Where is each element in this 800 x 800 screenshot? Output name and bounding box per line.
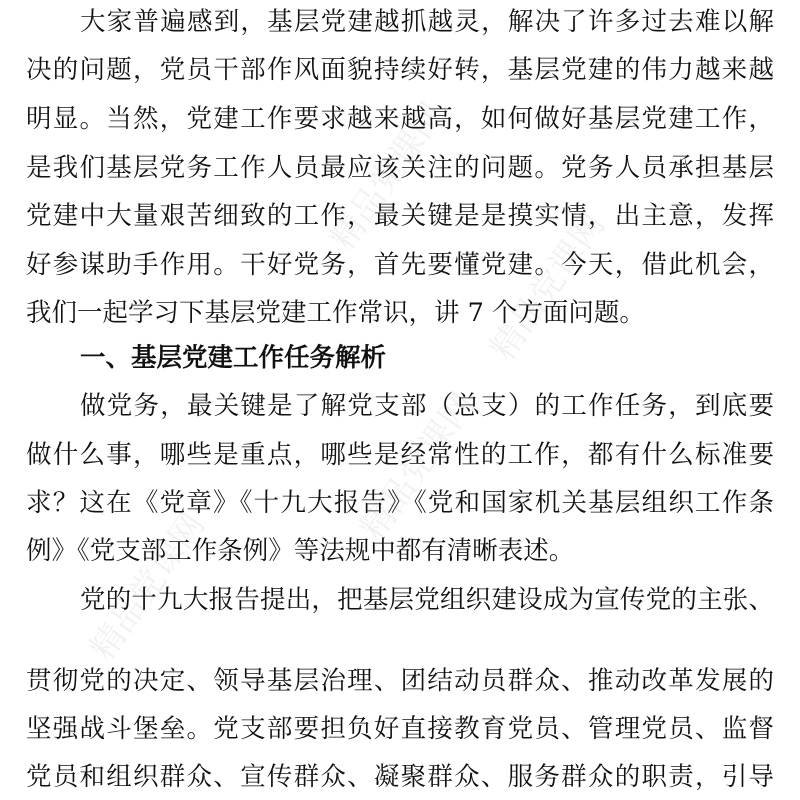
paragraph-line: 好参谋助手作用。干好党务，首先要懂党建。今天，借此机会，	[26, 250, 774, 280]
paragraph-line: 例》《党支部工作条例》等法规中都有清晰表述。	[26, 536, 575, 566]
paragraph-line: 做什么事，哪些是重点，哪些是经常性的工作，都有什么标准要	[26, 440, 774, 470]
paragraph-line: 党的十九大报告提出，把基层党组织建设成为宣传党的主张、	[80, 585, 774, 615]
paragraph-line: 坚强战斗堡垒。党支部要担负好直接教育党员、管理党员、监督	[26, 714, 774, 744]
paragraph-line: 是我们基层党务工作人员最应该关注的问题。党务人员承担基层	[26, 153, 774, 183]
paragraph-line: 做党务，最关键是了解党支部（总支）的工作任务，到底要	[80, 391, 774, 421]
watermark: 精品党课网	[352, 385, 484, 548]
paragraph-line: 大家普遍感到，基层党建越抓越灵，解决了许多过去难以解	[80, 7, 774, 37]
watermark: 精品党课网	[322, 95, 454, 258]
paragraph-line: 党员和组织群众、宣传群众、凝聚群众、服务群众的职责，引导	[26, 762, 774, 792]
section-heading: 一、基层党建工作任务解析	[80, 343, 387, 373]
watermark: 精品党课网	[482, 205, 614, 368]
paragraph-line: 贯彻党的决定、领导基层治理、团结动员群众、推动改革发展的	[26, 666, 774, 696]
paragraph-line: 明显。当然，党建工作要求越来越高，如何做好基层党建工作，	[26, 104, 774, 134]
paragraph-line: 我们一起学习下基层党建工作常识，讲 7 个方面问题。	[26, 298, 645, 328]
paragraph-line: 党建中大量艰苦细致的工作，最关键是是摸实情，出主意，发挥	[26, 201, 774, 231]
watermark: 精品党课网	[82, 505, 214, 668]
paragraph-line: 决的问题，党员干部作风面貌持续好转，基层党建的伟力越来越	[26, 55, 774, 85]
paragraph-line: 求？这在《党章》《十九大报告》《党和国家机关基层组织工作条	[26, 488, 774, 518]
